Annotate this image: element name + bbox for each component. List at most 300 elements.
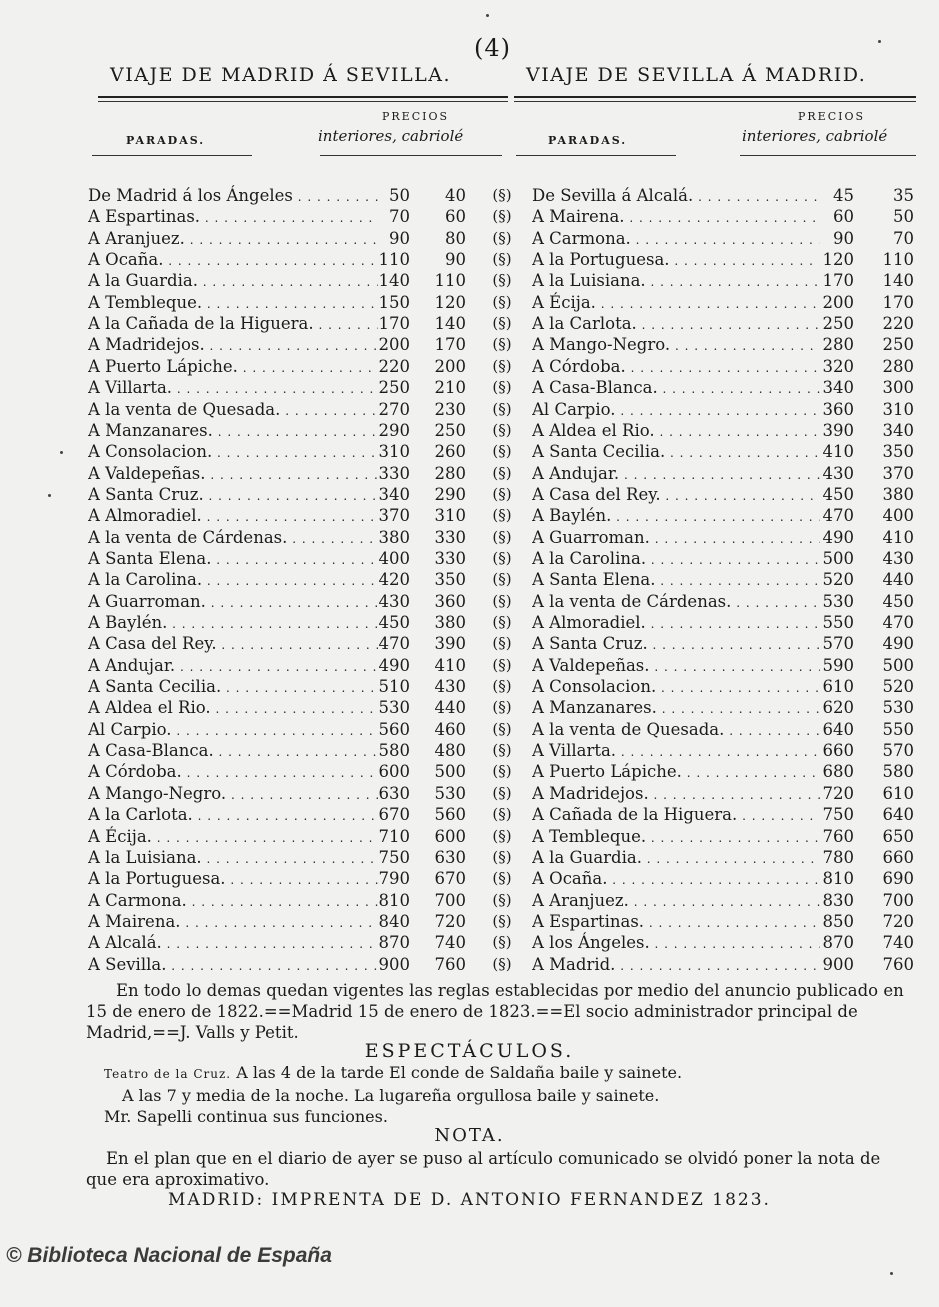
brace-mark: (§) — [492, 186, 512, 204]
sevilla-madrid-price-interiores: 340 — [822, 378, 854, 398]
sevilla-madrid-row — [532, 868, 922, 889]
brace-mark: (§) — [492, 207, 512, 226]
madrid-sevilla-price-cabriole: 480 — [434, 741, 466, 761]
header-rule-left-a — [92, 155, 252, 156]
madrid-sevilla-price-interiores: 580 — [378, 741, 410, 761]
madrid-sevilla-price-interiores: 400 — [378, 548, 410, 568]
madrid-sevilla-price-cabriole: 430 — [434, 677, 466, 697]
madrid-sevilla-price-cabriole: 230 — [434, 399, 466, 419]
sevilla-madrid-price-cabriole: 220 — [882, 314, 914, 334]
sevilla-madrid-price-interiores: 200 — [822, 292, 854, 312]
madrid-sevilla-stop-name: A Carmona. . . . — [88, 890, 378, 913]
sevilla-madrid-price-interiores: 90 — [833, 228, 854, 248]
sevilla-madrid-stop-name: A la Carlota. . . . — [532, 313, 820, 336]
madrid-sevilla-row — [88, 399, 488, 420]
sevilla-madrid-price-interiores: 780 — [822, 847, 854, 867]
brace-mark: (§) — [492, 356, 512, 375]
sevilla-madrid-price-interiores: 470 — [822, 506, 854, 526]
madrid-sevilla-row — [88, 783, 488, 804]
madrid-sevilla-price-cabriole: 200 — [434, 356, 466, 376]
sevilla-madrid-row — [532, 569, 922, 590]
madrid-sevilla-price-interiores: 70 — [389, 207, 410, 227]
madrid-sevilla-price-interiores: 840 — [378, 911, 410, 931]
madrid-sevilla-price-cabriole: 360 — [434, 591, 466, 611]
sevilla-madrid-price-interiores: 750 — [822, 805, 854, 825]
madrid-sevilla-row — [88, 719, 488, 740]
sevilla-madrid-row — [532, 783, 922, 804]
madrid-sevilla-stop-name: A la venta de Cárdenas. . . . — [88, 527, 378, 550]
espectaculos-title: ESPECTÁCULOS. — [364, 1040, 575, 1062]
sevilla-madrid-price-cabriole: 440 — [882, 570, 914, 590]
madrid-sevilla-price-cabriole: 330 — [434, 527, 466, 547]
madrid-sevilla-row — [88, 591, 488, 612]
madrid-sevilla-price-interiores: 290 — [378, 420, 410, 440]
sevilla-madrid-price-cabriole: 280 — [882, 356, 914, 376]
madrid-sevilla-stop-name: A la Carolina. . . . — [88, 569, 378, 592]
madrid-sevilla-row — [88, 505, 488, 526]
madrid-sevilla-row — [88, 890, 488, 911]
madrid-sevilla-row — [88, 420, 488, 441]
madrid-sevilla-stop-name: A Santa Elena. . . . — [88, 548, 378, 571]
madrid-sevilla-price-cabriole: 600 — [434, 826, 466, 846]
brace-mark: (§) — [492, 420, 512, 439]
madrid-sevilla-price-cabriole: 670 — [434, 869, 466, 889]
brace-mark: (§) — [492, 655, 512, 674]
sevilla-madrid-price-interiores: 570 — [822, 634, 854, 654]
sevilla-madrid-price-interiores: 640 — [822, 719, 854, 739]
madrid-sevilla-price-interiores: 170 — [378, 314, 410, 334]
madrid-sevilla-price-cabriole: 260 — [434, 442, 466, 462]
madrid-sevilla-row — [88, 356, 488, 377]
brace-mark: (§) — [492, 527, 512, 546]
madrid-sevilla-price-cabriole: 720 — [434, 911, 466, 931]
sevilla-madrid-row — [532, 270, 922, 291]
madrid-sevilla-row — [88, 932, 488, 953]
madrid-sevilla-stop-name: A Valdepeñas. . . . — [88, 463, 378, 486]
sevilla-madrid-row — [532, 356, 922, 377]
sevilla-madrid-row — [532, 761, 922, 782]
madrid-sevilla-row — [88, 527, 488, 548]
print-speck — [878, 40, 881, 43]
sevilla-madrid-price-interiores: 410 — [822, 442, 854, 462]
sevilla-madrid-stop-name: A Consolacion. . . . — [532, 676, 820, 699]
sevilla-madrid-stop-name: De Sevilla á Alcalá. . . . — [532, 185, 820, 208]
madrid-sevilla-stop-name: A Casa del Rey. . . . — [88, 633, 378, 656]
print-speck — [60, 451, 63, 454]
madrid-sevilla-stop-name: A Sevilla. . . . — [88, 954, 378, 977]
madrid-sevilla-row — [88, 484, 488, 505]
madrid-sevilla-price-interiores: 560 — [378, 719, 410, 739]
madrid-sevilla-stop-name: A Consolacion. . . . — [88, 441, 378, 464]
madrid-sevilla-price-cabriole: 560 — [434, 805, 466, 825]
madrid-sevilla-stop-name: A Tembleque. . . . — [88, 292, 378, 315]
sevilla-madrid-price-interiores: 870 — [822, 933, 854, 953]
sevilla-madrid-price-cabriole: 610 — [882, 783, 914, 803]
title-rule-right — [514, 96, 916, 98]
brace-mark: (§) — [492, 506, 512, 525]
sevilla-madrid-price-interiores: 660 — [822, 741, 854, 761]
sevilla-madrid-stop-name: A Espartinas. . . . — [532, 911, 820, 934]
sevilla-madrid-stop-name: A Santa Elena. . . . — [532, 569, 820, 592]
madrid-sevilla-price-interiores: 600 — [378, 762, 410, 782]
sevilla-madrid-stop-name: A Villarta. . . . — [532, 740, 820, 763]
sevilla-madrid-price-interiores: 830 — [822, 890, 854, 910]
sevilla-madrid-price-interiores: 550 — [822, 613, 854, 632]
brace-mark: (§) — [492, 847, 512, 866]
madrid-sevilla-stop-name: Al Carpio. . . . — [88, 719, 378, 742]
madrid-sevilla-stop-name: A la Portuguesa. . . . — [88, 868, 378, 891]
madrid-sevilla-row — [88, 911, 488, 932]
brace-mark: (§) — [492, 591, 512, 610]
title-rule-left-2 — [98, 101, 508, 102]
brace-mark: (§) — [492, 911, 512, 930]
sevilla-madrid-stop-name: A la Portuguesa. . . . — [532, 249, 820, 272]
madrid-sevilla-price-cabriole: 530 — [434, 783, 466, 803]
brace-mark: (§) — [492, 762, 512, 781]
madrid-sevilla-row — [88, 185, 488, 206]
imprint: MADRID: IMPRENTA DE D. ANTONIO FERNANDEZ 1823. — [168, 1190, 771, 1210]
madrid-sevilla-price-interiores: 250 — [378, 378, 410, 398]
madrid-sevilla-price-interiores: 750 — [378, 847, 410, 867]
madrid-sevilla-price-interiores: 420 — [378, 570, 410, 590]
madrid-sevilla-stop-name: A Aldea el Rio. . . . — [88, 697, 378, 720]
sevilla-madrid-stop-name: A Cañada de la Higuera. . . . — [532, 804, 820, 827]
paradas-label-right: PARADAS. — [548, 134, 628, 147]
madrid-sevilla-row — [88, 334, 488, 355]
sevilla-madrid-row — [532, 484, 922, 505]
theatre-line-2: A las 7 y media de la noche. La lugareña orgullosa baile y sainete. — [122, 1086, 660, 1105]
precios-label-right: PRECIOS — [798, 110, 866, 123]
madrid-sevilla-row — [88, 740, 488, 761]
sevilla-madrid-price-interiores: 45 — [833, 186, 854, 205]
sevilla-madrid-price-interiores: 760 — [822, 826, 854, 846]
sevilla-madrid-price-cabriole: 570 — [882, 741, 914, 761]
madrid-sevilla-stop-name: A Santa Cruz. . . . — [88, 484, 378, 507]
madrid-sevilla-row — [88, 377, 488, 398]
print-speck — [48, 494, 51, 497]
madrid-sevilla-price-interiores: 370 — [378, 506, 410, 526]
madrid-sevilla-price-cabriole: 700 — [434, 890, 466, 910]
brace-mark: (§) — [492, 933, 512, 952]
madrid-sevilla-price-cabriole: 630 — [434, 847, 466, 867]
sevilla-madrid-row — [532, 527, 922, 548]
madrid-sevilla-row — [88, 804, 488, 825]
madrid-sevilla-row — [88, 612, 488, 633]
madrid-sevilla-price-cabriole: 310 — [434, 506, 466, 526]
madrid-sevilla-price-cabriole: 380 — [434, 613, 466, 632]
madrid-sevilla-price-interiores: 810 — [378, 890, 410, 910]
sevilla-madrid-row — [532, 292, 922, 313]
sevilla-madrid-price-interiores: 900 — [822, 954, 854, 974]
theatre-line-1-text: A las 4 de la tarde El conde de Saldaña baile y sainete. — [236, 1063, 683, 1082]
sevilla-madrid-stop-name: A Carmona. . . . — [532, 228, 820, 251]
madrid-sevilla-price-interiores: 140 — [378, 271, 410, 291]
sevilla-madrid-price-cabriole: 35 — [893, 186, 914, 205]
title-rule-left — [98, 96, 508, 98]
madrid-sevilla-price-interiores: 900 — [378, 954, 410, 974]
sevilla-madrid-row — [532, 313, 922, 334]
madrid-sevilla-price-interiores: 340 — [378, 484, 410, 504]
madrid-sevilla-price-interiores: 710 — [378, 826, 410, 846]
sevilla-madrid-stop-name: A Puerto Lápiche. . . . — [532, 761, 820, 784]
sevilla-madrid-price-cabriole: 250 — [882, 335, 914, 355]
brace-mark: (§) — [492, 228, 512, 247]
madrid-sevilla-price-cabriole: 440 — [434, 698, 466, 718]
sevilla-madrid-stop-name: A Santa Cecilia. . . . — [532, 441, 820, 464]
madrid-sevilla-row — [88, 676, 488, 697]
paradas-label-left: PARADAS. — [126, 134, 206, 147]
brace-mark: (§) — [492, 634, 512, 653]
madrid-sevilla-price-interiores: 50 — [389, 186, 410, 205]
madrid-sevilla-stop-name: A Villarta. . . . — [88, 377, 378, 400]
brace-mark: (§) — [492, 442, 512, 461]
madrid-sevilla-price-cabriole: 330 — [434, 548, 466, 568]
madrid-sevilla-price-cabriole: 170 — [434, 335, 466, 355]
sevilla-madrid-price-cabriole: 370 — [882, 463, 914, 483]
madrid-sevilla-price-cabriole: 120 — [434, 292, 466, 312]
sevilla-madrid-price-cabriole: 50 — [893, 207, 914, 227]
madrid-sevilla-price-cabriole: 250 — [434, 420, 466, 440]
madrid-sevilla-stop-name: A Madridejos. . . . — [88, 334, 378, 357]
print-speck — [890, 1272, 893, 1275]
madrid-sevilla-row — [88, 270, 488, 291]
brace-mark: (§) — [492, 378, 512, 397]
header-rule-left-b — [320, 155, 502, 156]
brace-mark: (§) — [492, 548, 512, 567]
sevilla-madrid-stop-name: A Baylén. . . . — [532, 505, 820, 528]
sevilla-madrid-price-interiores: 120 — [822, 250, 854, 270]
sevilla-madrid-price-cabriole: 110 — [882, 250, 914, 270]
sevilla-madrid-stop-name: A Casa del Rey. . . . — [532, 484, 820, 507]
sevilla-madrid-stop-name: A la venta de Quesada. . . . — [532, 719, 820, 742]
sevilla-madrid-stop-name: A Tembleque. . . . — [532, 826, 820, 849]
madrid-sevilla-stop-name: A la Cañada de la Higuera. . . . — [88, 313, 378, 336]
madrid-sevilla-price-interiores: 670 — [378, 805, 410, 825]
theatre-label: Teatro de la Cruz. — [104, 1067, 232, 1081]
sevilla-madrid-price-interiores: 170 — [822, 271, 854, 291]
madrid-sevilla-stop-name: A la venta de Quesada. . . . — [88, 399, 378, 422]
brace-mark: (§) — [492, 698, 512, 717]
madrid-sevilla-price-interiores: 200 — [378, 335, 410, 355]
sevilla-madrid-row — [532, 249, 922, 270]
precios-label-left: PRECIOS — [382, 110, 450, 123]
sevilla-madrid-price-interiores: 320 — [822, 356, 854, 376]
sevilla-madrid-row — [532, 633, 922, 654]
madrid-sevilla-stop-name: A Écija. . . . — [88, 826, 378, 849]
brace-mark: (§) — [492, 954, 512, 973]
sevilla-madrid-stop-name: A los Ángeles. . . . — [532, 932, 820, 955]
sevilla-madrid-row — [532, 377, 922, 398]
sevilla-madrid-price-cabriole: 580 — [882, 762, 914, 782]
sevilla-madrid-price-interiores: 610 — [822, 677, 854, 697]
madrid-sevilla-stop-name: A Espartinas. . . . — [88, 206, 378, 229]
sevilla-madrid-stop-name: A la Guardia. . . . — [532, 847, 820, 870]
sevilla-madrid-row — [532, 334, 922, 355]
sevilla-madrid-price-interiores: 280 — [822, 335, 854, 355]
brace-mark: (§) — [492, 869, 512, 888]
sevilla-madrid-price-cabriole: 340 — [882, 420, 914, 440]
madrid-sevilla-row — [88, 697, 488, 718]
sevilla-madrid-price-interiores: 500 — [822, 548, 854, 568]
brace-mark: (§) — [492, 292, 512, 311]
sevilla-madrid-row — [532, 185, 922, 206]
sevilla-madrid-price-interiores: 250 — [822, 314, 854, 334]
madrid-sevilla-stop-name: A Santa Cecilia. . . . — [88, 676, 378, 699]
sevilla-madrid-price-interiores: 620 — [822, 698, 854, 718]
sevilla-madrid-stop-name: A Madrid. . . . — [532, 954, 820, 977]
footnote — [86, 980, 906, 1043]
sevilla-madrid-stop-name: A Casa-Blanca. . . . — [532, 377, 820, 400]
madrid-sevilla-row — [88, 441, 488, 462]
madrid-sevilla-stop-name: A la Luisiana. . . . — [88, 847, 378, 870]
sevilla-madrid-row — [532, 463, 922, 484]
sevilla-madrid-stop-name: A Mairena. . . . — [532, 206, 820, 229]
madrid-sevilla-row — [88, 548, 488, 569]
madrid-sevilla-price-interiores: 630 — [378, 783, 410, 803]
sevilla-madrid-price-interiores: 810 — [822, 869, 854, 889]
sevilla-madrid-stop-name: A la Carolina. . . . — [532, 548, 820, 571]
madrid-sevilla-price-cabriole: 460 — [434, 719, 466, 739]
madrid-sevilla-stop-name: A Puerto Lápiche. . . . — [88, 356, 378, 379]
nota-title: NOTA. — [434, 1125, 505, 1146]
sevilla-madrid-price-cabriole: 470 — [882, 613, 914, 632]
brace-mark: (§) — [492, 484, 512, 503]
sevilla-madrid-price-interiores: 680 — [822, 762, 854, 782]
madrid-sevilla-price-cabriole: 500 — [434, 762, 466, 782]
sevilla-madrid-stop-name: A Valdepeñas. . . . — [532, 655, 820, 678]
madrid-sevilla-price-cabriole: 290 — [434, 484, 466, 504]
madrid-sevilla-stop-name: A la Guardia. . . . — [88, 270, 378, 293]
sevilla-madrid-row — [532, 505, 922, 526]
sevilla-madrid-price-cabriole: 410 — [882, 527, 914, 547]
sevilla-madrid-row — [532, 548, 922, 569]
nota-text: En el plan que en el diario de ayer se puso al artículo comunicado se olvidó poner la nota de que era aproximativo. — [86, 1149, 881, 1189]
sevilla-madrid-price-cabriole: 700 — [882, 890, 914, 910]
madrid-sevilla-price-interiores: 380 — [378, 527, 410, 547]
madrid-sevilla-row — [88, 826, 488, 847]
sevilla-madrid-price-cabriole: 660 — [882, 847, 914, 867]
sevilla-madrid-row — [532, 890, 922, 911]
sevilla-madrid-row — [532, 420, 922, 441]
brace-mark: (§) — [492, 250, 512, 269]
madrid-sevilla-price-cabriole: 390 — [434, 634, 466, 654]
sevilla-madrid-stop-name: Al Carpio. . . . — [532, 399, 820, 422]
theatre-line-3: Mr. Sapelli continua sus funciones. — [104, 1107, 388, 1126]
madrid-sevilla-price-cabriole: 210 — [434, 378, 466, 398]
brace-mark: (§) — [492, 783, 512, 802]
madrid-sevilla-stop-name: A Alcalá. . . . — [88, 932, 378, 955]
sevilla-madrid-price-cabriole: 690 — [882, 869, 914, 889]
sevilla-madrid-price-cabriole: 720 — [882, 911, 914, 931]
sevilla-madrid-stop-name: A Santa Cruz. . . . — [532, 633, 820, 656]
brace-mark: (§) — [492, 271, 512, 290]
madrid-sevilla-row — [88, 228, 488, 249]
sevilla-madrid-row — [532, 697, 922, 718]
sevilla-madrid-row — [532, 206, 922, 227]
sevilla-madrid-price-cabriole: 520 — [882, 677, 914, 697]
sevilla-madrid-price-cabriole: 500 — [882, 655, 914, 675]
madrid-sevilla-price-interiores: 790 — [378, 869, 410, 889]
sevilla-madrid-price-interiores: 520 — [822, 570, 854, 590]
price-subheader-right: interiores, cabriolé — [742, 127, 888, 145]
sevilla-madrid-row — [532, 826, 922, 847]
title-rule-right-2 — [514, 101, 916, 102]
sevilla-madrid-stop-name: A Ocaña. . . . — [532, 868, 820, 891]
brace-mark: (§) — [492, 613, 512, 631]
sevilla-madrid-stop-name: A Écija. . . . — [532, 292, 820, 315]
madrid-sevilla-price-interiores: 490 — [378, 655, 410, 675]
madrid-sevilla-stop-name: De Madrid á los Ángeles . . . — [88, 185, 378, 208]
madrid-sevilla-stop-name: A Almoradiel. . . . — [88, 505, 378, 528]
brace-mark: (§) — [492, 719, 512, 738]
sevilla-madrid-stop-name: A Guarroman. . . . — [532, 527, 820, 550]
sevilla-madrid-row — [532, 441, 922, 462]
sevilla-madrid-price-cabriole: 170 — [882, 292, 914, 312]
sevilla-madrid-row — [532, 719, 922, 740]
madrid-sevilla-price-interiores: 220 — [378, 356, 410, 376]
sevilla-madrid-price-cabriole: 490 — [882, 634, 914, 654]
madrid-sevilla-stop-name: A Córdoba. . . . — [88, 761, 378, 784]
madrid-sevilla-stop-name: A Ocaña. . . . — [88, 249, 378, 272]
madrid-sevilla-price-interiores: 310 — [378, 442, 410, 462]
sevilla-madrid-title: VIAJE DE SEVILLA Á MADRID. — [526, 64, 867, 86]
madrid-sevilla-price-interiores: 110 — [378, 250, 410, 270]
sevilla-madrid-price-cabriole: 530 — [882, 698, 914, 718]
sevilla-madrid-row — [532, 847, 922, 868]
brace-mark: (§) — [492, 314, 512, 333]
sevilla-madrid-price-cabriole: 760 — [882, 954, 914, 974]
madrid-sevilla-stop-name: A Aranjuez. . . . — [88, 228, 378, 251]
print-speck — [486, 14, 489, 17]
sevilla-madrid-stop-name: A la venta de Cárdenas. . . . — [532, 591, 820, 614]
theatre-line-1 — [104, 1062, 924, 1085]
sevilla-madrid-price-interiores: 590 — [822, 655, 854, 675]
sevilla-madrid-price-cabriole: 640 — [882, 805, 914, 825]
madrid-sevilla-stop-name: A Baylén. . . . — [88, 612, 378, 635]
sevilla-madrid-price-cabriole: 140 — [882, 271, 914, 291]
brace-mark: (§) — [492, 805, 512, 824]
madrid-sevilla-title: VIAJE DE MADRID Á SEVILLA. — [110, 64, 451, 86]
sevilla-madrid-price-cabriole: 400 — [882, 506, 914, 526]
madrid-sevilla-row — [88, 206, 488, 227]
sevilla-madrid-stop-name: A Manzanares. . . . — [532, 697, 820, 720]
madrid-sevilla-stop-name: A Mairena. . . . — [88, 911, 378, 934]
sevilla-madrid-price-cabriole: 70 — [893, 228, 914, 248]
madrid-sevilla-price-interiores: 450 — [378, 613, 410, 632]
madrid-sevilla-price-interiores: 430 — [378, 591, 410, 611]
sevilla-madrid-row — [532, 954, 922, 975]
header-rule-right-a — [516, 155, 676, 156]
sevilla-madrid-price-interiores: 850 — [822, 911, 854, 931]
theatre-listing — [104, 1062, 924, 1127]
madrid-sevilla-price-interiores: 470 — [378, 634, 410, 654]
sevilla-madrid-row — [532, 676, 922, 697]
madrid-sevilla-row — [88, 655, 488, 676]
sevilla-madrid-price-cabriole: 450 — [882, 591, 914, 611]
sevilla-madrid-stop-name: A Mango-Negro. . . . — [532, 334, 820, 357]
sevilla-madrid-row — [532, 591, 922, 612]
sevilla-madrid-price-interiores: 360 — [822, 399, 854, 419]
madrid-sevilla-price-cabriole: 80 — [445, 228, 466, 248]
sevilla-madrid-row — [532, 228, 922, 249]
madrid-sevilla-price-interiores: 150 — [378, 292, 410, 312]
madrid-sevilla-stop-name: A Casa-Blanca. . . . — [88, 740, 378, 763]
sevilla-madrid-price-cabriole: 550 — [882, 719, 914, 739]
header-rule-right-b — [740, 155, 916, 156]
madrid-sevilla-row — [88, 633, 488, 654]
madrid-sevilla-row — [88, 868, 488, 889]
brace-mark: (§) — [492, 826, 512, 845]
